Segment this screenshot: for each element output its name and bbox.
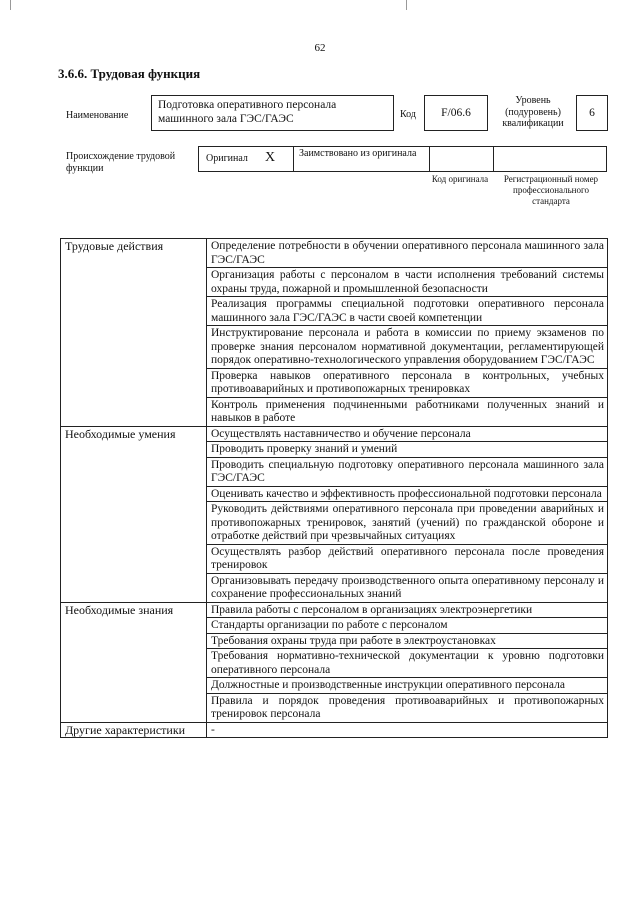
competency-table <box>60 238 608 738</box>
code-field: F/06.6 <box>424 95 488 131</box>
section-item: - <box>207 722 608 738</box>
section-item: Требования охраны труда при работе в электроустановках <box>207 633 608 649</box>
level-label: Уровень (подуровень) квалификации <box>502 95 564 129</box>
level-field: 6 <box>576 95 608 131</box>
section-title: 3.6.6. Трудовая функция <box>58 66 201 81</box>
section-item: Осуществлять наставничество и обучение персонала <box>207 426 608 442</box>
table-row <box>61 239 608 268</box>
page-number: 62 <box>314 42 326 54</box>
scan-edge-mark <box>406 0 407 10</box>
scan-edge-mark <box>10 0 11 10</box>
section-heading: Необходимые знания <box>61 602 207 722</box>
section-item: Руководить действиями оперативного персонала при проведении аварийных и противопожарных тренировок, занятий (учений) по гражданской обороне и отработке действий при чрезвычайных ситуациях <box>207 502 608 545</box>
borrowed-label: Заимствовано из оригинала <box>299 148 417 159</box>
section-item: Определение потребности в обучении оперативного персонала машинного зала ГЭС/ГАЭС <box>207 239 608 268</box>
section-item: Стандарты организации по работе с персоналом <box>207 618 608 634</box>
divider <box>293 147 294 171</box>
section-item: Осуществлять разбор действий оперативного персонала после проведения тренировок <box>207 544 608 573</box>
table-row <box>61 602 608 618</box>
section-item: Оценивать качество и эффективность профессиональной подготовки персонала <box>207 486 608 502</box>
section-item: Инструктирование персонала и работа в комиссии по приему экзаменов по проверке знания персоналом нормативной документации, регламентирующей порядок оперативно-технологического управления оборудованием ГЭС/ГАЭС <box>207 326 608 369</box>
code-original-label: Код оригинала <box>431 174 489 184</box>
section-item: Организация работы с персоналом в части исполнения требований системы охраны труда, пожарной и промышленной безопасности <box>207 268 608 297</box>
section-item: Проверка навыков оперативного персонала в контрольных, учебных противоаварийных и противопожарных тренировках <box>207 368 608 397</box>
section-item: Проводить специальную подготовку оперативного персонала машинного зала ГЭС/ГАЭС <box>207 457 608 486</box>
section-item: Контроль применения подчиненными работниками полученных знаний и навыков в работе <box>207 397 608 426</box>
table-row <box>61 426 608 442</box>
section-heading: Другие характеристики <box>61 722 207 738</box>
divider <box>429 147 430 171</box>
section-item: Проводить проверку знаний и умений <box>207 442 608 458</box>
section-item: Должностные и производственные инструкции оперативного персонала <box>207 678 608 694</box>
original-label: Оригинал <box>206 153 248 164</box>
section-heading: Необходимые умения <box>61 426 207 602</box>
section-heading: Трудовые действия <box>61 239 207 427</box>
function-name-field: Подготовка оперативного персонала машинного зала ГЭС/ГАЭС <box>151 95 394 131</box>
section-item: Организовывать передачу производственного опыта оперативному персоналу и сохранение профессиональных знаний <box>207 573 608 602</box>
origin-label: Происхождение трудовой функции <box>66 151 176 174</box>
section-item: Требования нормативно-технической документации к уровню подготовки оперативного персонала <box>207 649 608 678</box>
table-row <box>61 722 608 738</box>
section-item: Реализация программы специальной подготовки оперативного персонала машинного зала ГЭС/ГАЭС в части своей компетенции <box>207 297 608 326</box>
name-label: Наименование <box>66 110 129 121</box>
reg-number-label: Регистрационный номер профессионального стандарта <box>503 174 599 206</box>
original-mark: X <box>265 150 276 165</box>
origin-table <box>198 146 607 172</box>
code-label: Код <box>400 109 416 120</box>
section-item: Правила и порядок проведения противоаварийных и противопожарных тренировок персонала <box>207 693 608 722</box>
divider <box>493 147 494 171</box>
section-item: Правила работы с персоналом в организациях электроэнергетики <box>207 602 608 618</box>
